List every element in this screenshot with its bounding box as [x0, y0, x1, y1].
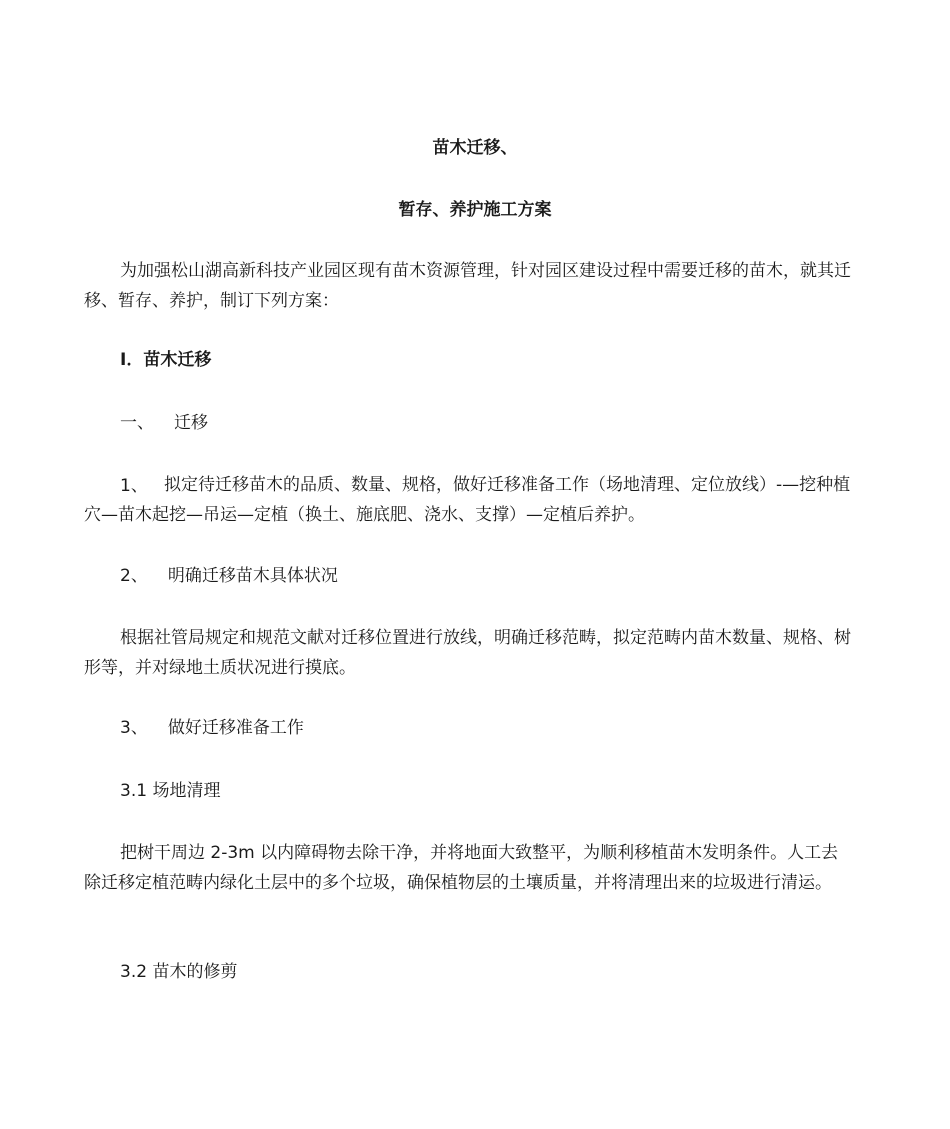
- item-3-heading: [120, 716, 304, 740]
- item-3-2-heading: 3.2 苗木的修剪: [120, 962, 238, 982]
- item-3-1-heading: 3.1 场地清理: [120, 781, 221, 801]
- item-1-paragraph: 拟定待迁移苗木的品质、数量、规格，做好迁移准备工作（场地清理、定位放线）-—挖种植穴—苗木起挖—吊运—定植（换土、施底肥、浇水、支撑）—定植后养护。: [84, 475, 851, 525]
- subsection-label: 迁移: [174, 413, 208, 433]
- section-heading: I．苗木迁移: [120, 350, 212, 370]
- intro-paragraph: 为加强松山湖高新科技产业园区现有苗木资源管理，针对园区建设过程中需要迁移的苗木，就其迁移、暂存、养护，制订下列方案：: [84, 261, 851, 311]
- item-3-label: 做好迁移准备工作: [167, 718, 304, 738]
- title-line-2: 暂存、养护施工方案: [398, 200, 552, 220]
- subsection-heading: [120, 411, 208, 435]
- item-2-heading: [120, 564, 338, 588]
- item-3-1-paragraph: 把树干周边 2-3m 以内障碍物去除干净，并将地面大致整平，为顺利移植苗木发明条件。人工去除迁移定植范畴内绿化土层中的多个垃圾，确保植物层的土壤质量，并将清理出来的垃圾进行清运。: [84, 843, 839, 893]
- title-line-1: 苗木迁移、: [432, 138, 518, 158]
- item-2-paragraph: 根据社管局规定和规范文献对迁移位置进行放线，明确迁移范畴，拟定范畴内苗木数量、规格、树形等，并对绿地土质状况进行摸底。: [84, 628, 851, 678]
- item-2-label: 明确迁移苗木具体状况: [167, 566, 338, 586]
- item-2-number: 2、: [120, 566, 148, 586]
- item-1-number: 1、: [120, 476, 148, 496]
- item-3-number: 3、: [120, 718, 148, 738]
- subsection-number: 一、: [120, 413, 154, 433]
